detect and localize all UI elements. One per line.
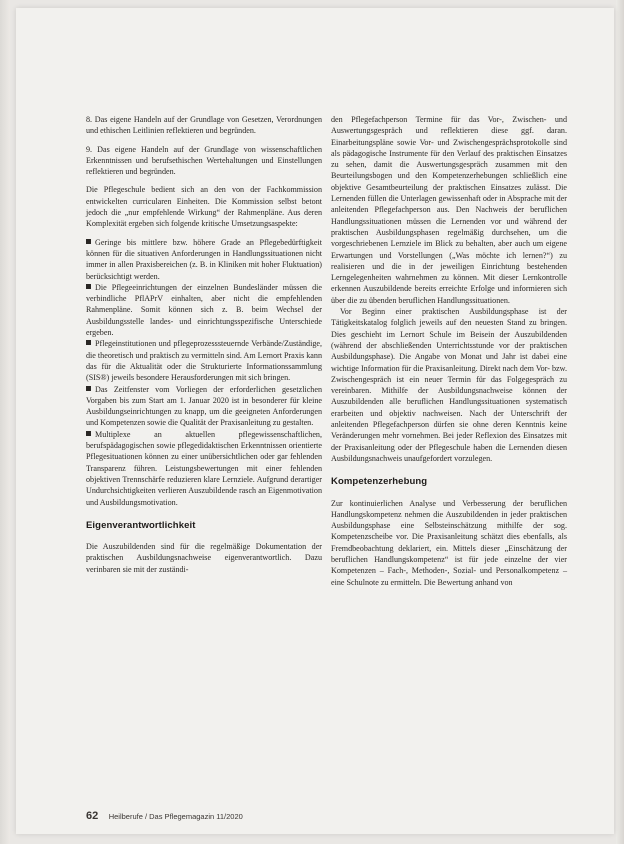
scan-right-edge: [616, 0, 624, 844]
bullet-item: Das Zeitfenster vom Vorliegen der erforderlichen gesetzlichen Vorgaben bis zum Start am 1. Januar 2020 ist in besonderer für kleine Ausbildungseinrichtungen zu knapp, um die geeigneten Anforderungen und Kompetenzen sowie die Qualität der Praxisanleitung zu gestalten.: [86, 384, 322, 428]
body-paragraph: Die Pflegeschule bedient sich an den von der Fachkommission entwickelten curricularen Einheiten. Die Kommission selbst betont jedoch die „nur empfehlende Wirkung“ der Rahmenpläne. Aus deren Komplexität ergeben sich folgende kritische Umsetzungsaspekte:: [86, 185, 322, 229]
bullet-item: Multiplexe an aktuellen pflegewissenschaftlichen, berufspädagogischen sowie pflegedidaktischen Erkenntnissen orientierte Pflegesituationen können zu einer unübersichtlichen oder gar fehlenden Transparenz führen. Leistungsbewertungen mit einer fehlenden objektiven Trennschärfe reduzieren klare Lernziele. Aufgrund derartiger Undurchsichtigkeiten verlieren Auszubildende rasch an Eigenmotivation und Ausbildungsmotivation.: [86, 429, 322, 507]
bullet-item: Die Pflegeeinrichtungen der einzelnen Bundesländer müssen die verbindliche PflAPrV einhalten, aber nicht die empfehlenden Rahmenpläne. Somit können sich z. B. beim Wechsel der Ausbildungsstelle landes- und einrichtungsspezifische Unterschiede ergeben.: [86, 282, 322, 338]
scan-left-edge: [0, 0, 10, 844]
body-paragraph: Zur kontinuierlichen Analyse und Verbesserung der beruflichen Handlungskompetenz nehmen die Auszubildenden in jeder praktischen Ausbildungsphase eine Selbsteinschätzung mithilfe der sog. Kompetenzscheibe vor. Die Praxisanleitung schätzt dies ebenfalls, als Fremdbeobachtung deklariert, ein. Mittels dieser „Einschätzung der beruflichen Handlungskompetenz“ ist für jede einzelne der vier Kompetenzen – Fach-, Methoden-, Sozial- und Personalkompetenz – eine Schulnote zu ermitteln. Die Bewertung anhand von: [331, 498, 567, 587]
bullet-item: Pflegeinstitutionen und pflegeprozesssteuernde Verbände/Zuständige, die theoretisch und praktisch zu vermitteln sind. Am Lernort Praxis kann das für die Aktualität oder die Strukturierte Informationssammlung (SIS®) jeweils besondere Herausforderungen mit sich bringen.: [86, 339, 322, 383]
page-number: 62: [86, 810, 99, 822]
bullet-list: [86, 237, 322, 508]
bullet-item: Geringe bis mittlere bzw. höhere Grade an Pflegebedürftigkeit können für die situativen Anforderungen in Handlungssituationen nicht immer in allen Praxisbereichen (z. B. in Kliniken mit hoher Fluktuation) berücksichtigt werden.: [86, 237, 322, 281]
bullet-square-icon: [86, 239, 91, 244]
intro-item-8: 8. Das eigene Handeln auf der Grundlage von Gesetzen, Verordnungen und ethischen Leitlinien reflektieren und begründen.: [86, 115, 322, 136]
bullet-square-icon: [86, 431, 91, 436]
bullet-square-icon: [86, 386, 91, 391]
bullet-square-icon: [86, 284, 91, 289]
right-column: [331, 114, 567, 588]
bullet-square-icon: [86, 340, 91, 345]
intro-item-9: 9. Das eigene Handeln auf der Grundlage von wissenschaftlichen Erkenntnissen und berufsethischen Wertehaltungen und Einstellungen reflektieren und begründen.: [86, 144, 322, 177]
magazine-name: Heilberufe / Das Pflegemagazin 11/2020: [108, 812, 243, 821]
left-column: [86, 114, 322, 582]
body-paragraph: den Pflegefachperson Termine für das Vor-, Zwischen- und Auswertungsgespräch und reflektieren diese ggf. daran. Einarbeitungspläne sowie Vor- und Zwischengesprächsprotokolle sind als pädagogische Instrumente für den Verlauf des praktischen Einsatzes zu sehen, damit die Auswertungsgespräch zusammen mit den Beurteilungsbogen und den Kompetenzerhebungen schließlich eine objektive Gesamtbeurteilung der praktischen Einsatzes zulässt. Die Lernenden füllen die Unterlagen gewissenhaft oder in Absprache mit der anleitenden Pflegefachperson aus. Den Nachweis der beruflichen Handlungssituationen müssen die Lernenden vor und während der praktischen Ausbildungsphasen regelmäßig durchsehen, um die vorgeschriebenen Lernziele im Blick zu behalten, aber auch um eigene Erwartungen und Vorstellungen („Was möchte ich lernen?“) zu realisieren und die in der jeweiligen Einrichtung bestehenden Lerngelegenheiten wahrnehmen zu können. Mit dieser Lernkontrolle erkennen Auszubildende bereits erreichte Erfolge und informieren sich über die zu übenden beruflichen Handlungssituationen.: [331, 115, 567, 305]
closing-paragraph: Die Auszubildenden sind für die regelmäßige Dokumentation der praktischen Ausbildungsnachweise eigenverantwortlich. Dazu verinbaren sie mit der zuständi-: [86, 542, 322, 574]
body-paragraph: Vor Beginn einer praktischen Ausbildungsphase ist der Tätigkeitskatalog folglich jeweils auf den neuesten Stand zu bringen. Dies geschieht im Lernort Schule im Beisein der Auszubildenden (während der abschließenden Unterrichtsstunde vor der praktischen Ausbildungsphase). Die Angabe von Monat und Jahr ist dabei eine wichtige Information für die Praxisanleitung. Direkt nach dem Vor- bzw. Zwischengespräch ist ein neuer Termin für das Folgegespräch zu vereinbaren. Mithilfe der Ausbildungsnachweise können der Auszubildenden alle beruflichen Handlungssituationen systematisch erarbeiten und objektiv nachweisen. Nach der Unterschrift der anleitenden Pflegefachperson dürfen sie ohne deren Kenntnis keine Veränderungen mehr vornehmen. Bei jeder Reflexion des Einsatzes mit der Praxisanleitung oder der Pflegeschule haben die Lernenden diesen Ausbildungsnachweis unaufgefordert vorzulegen.: [331, 307, 567, 463]
section-heading-kompetenzerhebung: Kompetenzerhebung: [331, 476, 428, 488]
section-heading-eigenverantwortlichkeit: Eigenverantwortlichkeit: [86, 519, 196, 531]
page-footer: [86, 806, 243, 824]
